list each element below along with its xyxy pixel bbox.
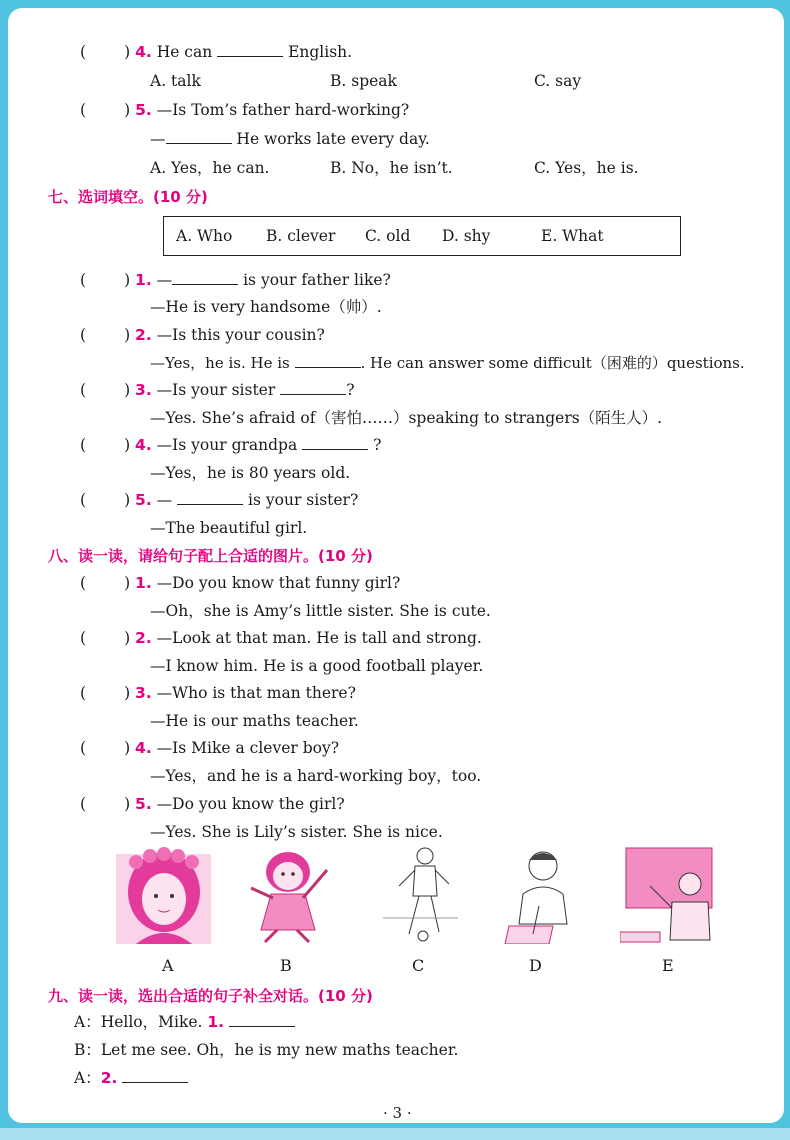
section-8-title: 八、读一读，请给句子配上合适的图片。(10 分) [48, 547, 373, 565]
option-b: B. speak [330, 72, 397, 90]
answer-blank[interactable] [122, 1068, 188, 1083]
boy-writing-picture [503, 844, 583, 944]
answer-blank[interactable] [217, 42, 283, 57]
picture-label-d: D [529, 956, 542, 975]
dialogue-line-1: A：Hello，Mike. 1. [74, 1012, 295, 1032]
question-7-1: ( ) 1. — is your father like? [80, 271, 391, 289]
answer-blank[interactable] [166, 129, 232, 144]
picture-label-c: C [412, 956, 425, 975]
word-bank: A. Who B. clever C. old D. shy E. What [163, 216, 681, 256]
section-9-title: 九、读一读，选出合适的句子补全对话。(10 分) [48, 987, 373, 1005]
answer-blank[interactable] [177, 490, 243, 505]
picture-label-e: E [662, 956, 674, 975]
answer-blank[interactable] [229, 1012, 295, 1027]
question-7-2: ( ) 2. —Is this your cousin? [80, 326, 325, 344]
question-8-4: ( ) 4. —Is Mike a clever boy? [80, 739, 340, 757]
question-7-4: ( ) 4. —Is your grandpa ? [80, 436, 382, 454]
answer-blank[interactable] [295, 353, 361, 368]
dialogue-line-2: B：Let me see. Oh，he is my new maths teacher. [74, 1041, 459, 1059]
option-a: A. Yes，he can. [150, 159, 270, 177]
page-number: · 3 · [383, 1104, 412, 1122]
worksheet-page: ( ) 4. He can English. A. talk B. speak C. say ( ) 5. —Is Tom’s father hard-working? — He works late every day. A. Yes，he can. B. No，he isn’t. C. Yes，he is. 七、选词填空。(10 分) A. Who B. clever C. old D. shy E. What ( ) 1. — is your father like? —He is very handsome（帅）. ( ) 2. —Is this your cousin? —Yes，he is. He is . He can answer some difficult（困难的）questions. ( ) 3. —Is your sister ? —Yes. She’s afraid of（害怕……）speaking to strangers（陌生人）. ( ) 4. —Is your grandpa ? —Yes，he is 80 years old. ( ) 5. — is your sister? —The beautiful girl. 八、读一读，请给句子配上合适的图片。(10 分) ( ) 1. —Do you know that funny girl? —Oh，she is Amy’s little sister. She is cute. ( ) 2. —Look at that man. He is tall and strong. —I know him. He is a good football player. ( ) 3. —Who is that man there? —He is our maths teacher. ( ) 4. —Is Mike a clever boy? —Yes，and he is a hard-working boy，too. ( ) 5. —Do you know the girl? —Yes. She is Lily’s sister. She is nice. A B C D E 九、读一读，选出合适的句子补全对话。(10 分) A：Hello，Mike. 1. B：Let me see. Oh，he is my new maths teacher. A：2. · 3 · [8, 8, 784, 1123]
dancing-girl-picture [243, 844, 333, 944]
picture-label-b: B [280, 956, 292, 975]
reply-6-5: — He works late every day. [150, 130, 430, 148]
answer-blank[interactable] [172, 270, 238, 285]
question-8-2: ( ) 2. —Look at that man. He is tall and strong. [80, 629, 482, 647]
question-6-4: ( ) 4. He can English. [80, 43, 353, 61]
question-8-3: ( ) 3. —Who is that man there? [80, 684, 356, 702]
football-player-picture [383, 844, 458, 944]
question-6-5: ( ) 5. —Is Tom’s father hard-working? [80, 101, 410, 119]
question-8-5: ( ) 5. —Do you know the girl? [80, 795, 345, 813]
answer-blank[interactable] [280, 380, 346, 395]
question-7-5: ( ) 5. — is your sister? [80, 491, 359, 509]
option-c: C. Yes，he is. [534, 159, 639, 177]
option-c: C. say [534, 72, 582, 90]
teacher-at-board-picture [620, 842, 715, 944]
section-7-title: 七、选词填空。(10 分) [48, 188, 208, 206]
page-footer-strip [0, 1128, 790, 1140]
picture-label-a: A [162, 956, 174, 975]
dialogue-line-3: A：2. [74, 1068, 188, 1088]
girl-with-flowers-picture [116, 844, 211, 944]
answer-blank[interactable] [302, 435, 368, 450]
answer-7-2: —Yes，he is. He is . He can answer some difficult（困难的）questions. [150, 354, 745, 372]
option-b: B. No，he isn’t. [330, 159, 453, 177]
question-7-3: ( ) 3. —Is your sister ? [80, 381, 355, 399]
question-8-1: ( ) 1. —Do you know that funny girl? [80, 574, 401, 592]
option-a: A. talk [150, 72, 201, 90]
